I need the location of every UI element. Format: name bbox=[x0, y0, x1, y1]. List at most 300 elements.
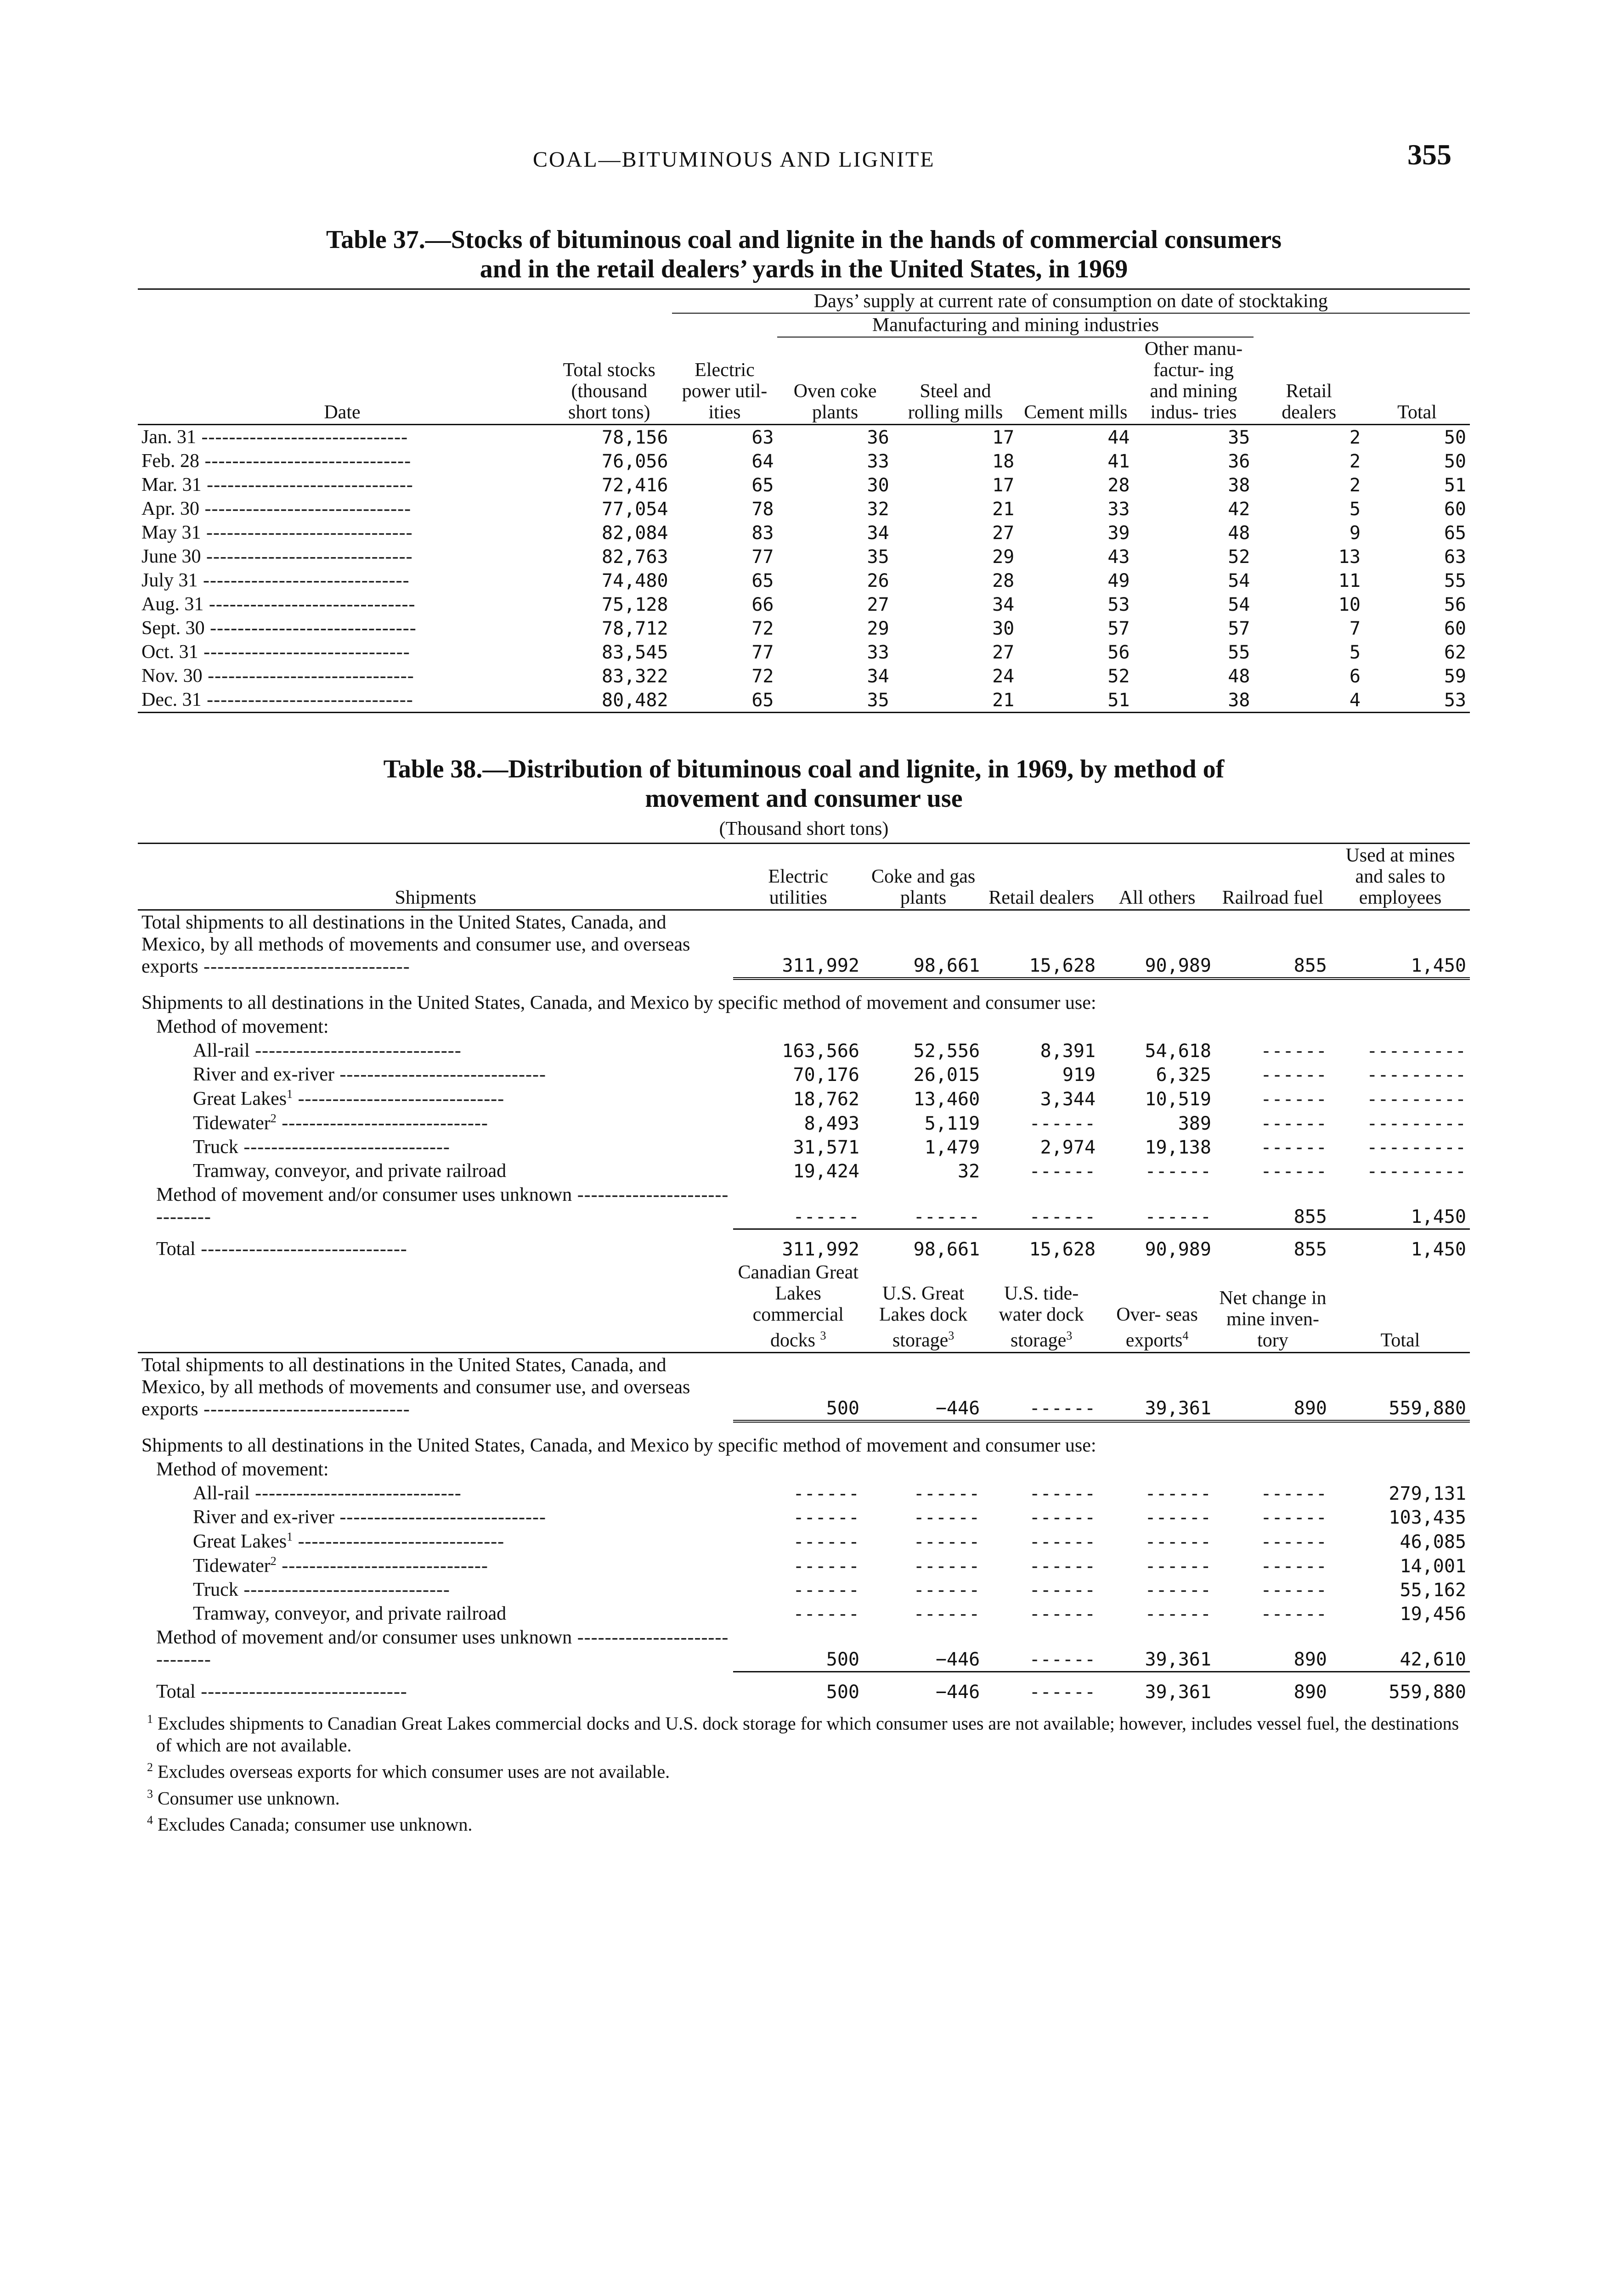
t38-value-cell: ------ bbox=[793, 1580, 860, 1601]
t38-value-cell: 90,989 bbox=[1145, 1239, 1211, 1260]
t38-value-cell: --------- bbox=[1367, 1113, 1466, 1134]
t38-value-cell: 46,085 bbox=[1400, 1531, 1466, 1553]
t37-value-cell: 18 bbox=[992, 451, 1015, 472]
t38-value-cell: 32 bbox=[957, 1161, 980, 1182]
t38-header-b bbox=[138, 1261, 1470, 1353]
t37-value-cell: 35 bbox=[867, 546, 889, 568]
t37-row bbox=[138, 664, 1470, 688]
t38-value-cell: ------ bbox=[733, 1183, 863, 1229]
t38-header-a-col: All others bbox=[1118, 887, 1196, 908]
t37-value-cell: 65 bbox=[751, 690, 774, 711]
t38-value-cell: 855 bbox=[1293, 1239, 1327, 1260]
t37-value-cell: 33 bbox=[867, 451, 889, 472]
t37-row bbox=[138, 521, 1470, 545]
running-title: COAL—BITUMINOUS AND LIGNITE bbox=[533, 147, 935, 172]
t38-value-cell: 8,391 bbox=[1040, 1041, 1096, 1062]
t38-value-cell: 890 bbox=[1293, 1682, 1327, 1703]
footnote: $^1$ Excludes shipments to Canadian Great Lakes commercial docks and U.S. dock storage for which consumer uses are not available; however, includes vessel fuel, the destinations of which are not available. bbox=[147, 1712, 1459, 1756]
t38-row-label: Method of movement and/or consumer uses unknown ----- bbox=[138, 1183, 733, 1229]
t37-value-cell: 65 bbox=[751, 570, 774, 591]
t38-row bbox=[138, 1481, 1470, 1505]
t37-value-cell: 38 bbox=[1228, 475, 1250, 496]
t38-body-b bbox=[138, 1353, 1470, 1704]
t38-value-cell: 1,450 bbox=[1331, 1183, 1470, 1229]
t38-row-label: River and ex-river ----- bbox=[138, 1505, 733, 1529]
t37-row bbox=[138, 497, 1470, 521]
t38-value-cell: 10,519 bbox=[1145, 1089, 1211, 1110]
table37-title-line2: and in the retail dealers’ yards in the United States, in 1969 bbox=[480, 255, 1128, 283]
t37-date-cell: Aug. 31 ----- bbox=[138, 592, 547, 616]
t38-row-label: Total ----- bbox=[138, 1671, 733, 1704]
t38-value-cell: 311,992 bbox=[782, 1239, 860, 1260]
t37-value-cell: 7 bbox=[1349, 618, 1361, 639]
t38-value-cell: ------ bbox=[913, 1604, 980, 1625]
t37-value-cell: 56 bbox=[1107, 642, 1130, 663]
t38-value-cell: ------ bbox=[1029, 1507, 1096, 1528]
t38-row bbox=[138, 1159, 1470, 1183]
t37-value-cell: 48 bbox=[1228, 523, 1250, 544]
t37-value-cell: 24 bbox=[992, 666, 1015, 687]
t37-value-cell: 27 bbox=[867, 594, 889, 615]
table37-title bbox=[138, 225, 1470, 284]
t38-value-cell: 18,762 bbox=[793, 1089, 860, 1110]
t38-value-cell: 389 bbox=[1178, 1113, 1211, 1134]
t38-value-cell: 855 bbox=[1215, 910, 1331, 979]
t38-group-heading bbox=[138, 1015, 1470, 1039]
t38-value-cell: ------ bbox=[793, 1483, 860, 1504]
t37-value-cell: 53 bbox=[1444, 690, 1466, 711]
table38-title bbox=[138, 754, 1470, 813]
t37-date-cell: Sept. 30 ----- bbox=[138, 616, 547, 640]
t37-value-cell: 59 bbox=[1444, 666, 1466, 687]
t38-row-label: Great Lakes$^1$ ----- bbox=[138, 1529, 733, 1553]
t37-value-cell: 83 bbox=[751, 523, 774, 544]
t38-value-cell: --------- bbox=[1367, 1089, 1466, 1110]
t38-header-a-col: Retail dealers bbox=[988, 887, 1094, 908]
footnotes bbox=[138, 1708, 1470, 1835]
t38-value-cell: ------ bbox=[913, 1483, 980, 1504]
t37-value-cell: 53 bbox=[1107, 594, 1130, 615]
t38-value-cell: 39,361 bbox=[1145, 1682, 1211, 1703]
t38-value-cell: 6,325 bbox=[1156, 1064, 1211, 1086]
t38-value-cell: 500 bbox=[826, 1682, 860, 1703]
t37-value-cell: 41 bbox=[1107, 451, 1130, 472]
t38-value-cell: ------ bbox=[1029, 1113, 1096, 1134]
table37-title-line1: Table 37.—Stocks of bituminous coal and lignite in the hands of commercial consumers bbox=[326, 225, 1282, 254]
t38-value-cell: ------ bbox=[1099, 1183, 1215, 1229]
t38-value-cell: −446 bbox=[935, 1682, 980, 1703]
t38-value-cell: 52,556 bbox=[913, 1041, 980, 1062]
t38-value-cell: ------ bbox=[1260, 1064, 1327, 1086]
t38-value-cell: ------ bbox=[1145, 1531, 1211, 1553]
t37-value-cell: 51 bbox=[1107, 690, 1130, 711]
t38-value-cell: ------ bbox=[1029, 1161, 1096, 1182]
t38-row-label: Method of movement and/or consumer uses unknown ----- bbox=[138, 1626, 733, 1671]
t37-date-cell: Oct. 31 ----- bbox=[138, 640, 547, 664]
t37-value-cell: 49 bbox=[1107, 570, 1130, 591]
t37-row bbox=[138, 640, 1470, 664]
t37-value-cell: 44 bbox=[1107, 427, 1130, 448]
t37-value-cell: 11 bbox=[1338, 570, 1361, 591]
t38-value-cell: ------ bbox=[1145, 1580, 1211, 1601]
t38-group-heading-text: Method of movement: bbox=[156, 1459, 329, 1480]
t37-value-cell: 26 bbox=[867, 570, 889, 591]
t37-value-cell: 34 bbox=[867, 523, 889, 544]
t37-value-cell: 78,712 bbox=[602, 618, 668, 639]
t37-value-cell: 17 bbox=[992, 427, 1015, 448]
t38-header-shipments: Shipments bbox=[395, 887, 476, 908]
t38-header-b-col: Over- seas exports$^4$ bbox=[1116, 1304, 1198, 1351]
t37-value-cell: 35 bbox=[1228, 427, 1250, 448]
t38-body-a bbox=[138, 910, 1470, 1261]
t37-value-cell: 65 bbox=[1444, 523, 1466, 544]
t38-value-cell: ------ bbox=[1029, 1580, 1096, 1601]
t37-value-cell: 54 bbox=[1228, 570, 1250, 591]
t37-value-cell: 64 bbox=[751, 451, 774, 472]
t37-header-other-mfg: Other manu- factur- ing and mining indus- tries bbox=[1144, 338, 1243, 423]
t37-value-cell: 2 bbox=[1349, 475, 1361, 496]
t38-group-heading bbox=[138, 1458, 1470, 1481]
t38-value-cell: ------ bbox=[1260, 1604, 1327, 1625]
t38-value-cell: 500 bbox=[733, 1353, 863, 1422]
t37-value-cell: 27 bbox=[992, 523, 1015, 544]
t37-header-date: Date bbox=[324, 402, 361, 423]
t37-value-cell: 83,545 bbox=[602, 642, 668, 663]
t37-value-cell: 63 bbox=[1444, 546, 1466, 568]
t38-value-cell: ------ bbox=[1029, 1604, 1096, 1625]
t37-value-cell: 35 bbox=[867, 690, 889, 711]
t38-row-label: Tramway, conveyor, and private railroad bbox=[193, 1160, 507, 1182]
t37-value-cell: 38 bbox=[1228, 690, 1250, 711]
t38-value-cell: ------ bbox=[1260, 1483, 1327, 1504]
t37-value-cell: 9 bbox=[1349, 523, 1361, 544]
t37-value-cell: 34 bbox=[992, 594, 1015, 615]
t38-value-cell: --------- bbox=[1367, 1137, 1466, 1158]
t37-row bbox=[138, 473, 1470, 497]
t38-header-b-col: U.S. tide- water dock storage$^3$ bbox=[999, 1283, 1084, 1351]
t38-value-cell: ------ bbox=[1260, 1161, 1327, 1182]
t37-value-cell: 13 bbox=[1338, 546, 1361, 568]
t38-value-cell: 1,450 bbox=[1331, 910, 1470, 979]
t37-value-cell: 2 bbox=[1349, 451, 1361, 472]
t38-group-heading bbox=[138, 979, 1470, 1015]
t38-value-cell: 98,661 bbox=[913, 1239, 980, 1260]
t37-value-cell: 82,763 bbox=[602, 546, 668, 568]
footnote: $^4$ Excludes Canada; consumer use unknown. bbox=[147, 1813, 473, 1835]
t37-value-cell: 34 bbox=[867, 666, 889, 687]
t38-row bbox=[138, 1353, 1470, 1422]
t38-row-label: Tidewater$^2$ ----- bbox=[138, 1111, 733, 1135]
t37-value-cell: 72,416 bbox=[602, 475, 668, 496]
t38-group-heading-text: Shipments to all destinations in the United States, Canada, and Mexico by specific method of movement and consumer use: bbox=[141, 992, 1096, 1013]
t38-value-cell: --------- bbox=[1367, 1064, 1466, 1086]
t37-value-cell: 80,482 bbox=[602, 690, 668, 711]
t38-row bbox=[138, 1063, 1470, 1086]
t38-row-label: Truck ----- bbox=[138, 1135, 733, 1159]
t37-header-manufacturing: Manufacturing and mining industries bbox=[777, 313, 1254, 337]
t37-value-cell: 72 bbox=[751, 618, 774, 639]
t38-row bbox=[138, 1626, 1470, 1671]
t37-value-cell: 5 bbox=[1349, 642, 1361, 663]
t38-row bbox=[138, 1111, 1470, 1135]
t38-value-cell: ------ bbox=[1029, 1531, 1096, 1553]
t37-value-cell: 78 bbox=[751, 499, 774, 520]
t37-value-cell: 17 bbox=[992, 475, 1015, 496]
t38-value-cell: ------ bbox=[1029, 1682, 1096, 1703]
t37-value-cell: 60 bbox=[1444, 618, 1466, 639]
t37-date-cell: Mar. 31 ----- bbox=[138, 473, 547, 497]
footnote: $^2$ Excludes overseas exports for which consumer uses are not available. bbox=[147, 1761, 670, 1782]
t37-value-cell: 28 bbox=[1107, 475, 1130, 496]
t37-header-oven-coke: Oven coke plants bbox=[793, 381, 877, 423]
t37-row bbox=[138, 568, 1470, 592]
table38-title-line2: movement and consumer use bbox=[645, 784, 963, 813]
t38-value-cell: 39,361 bbox=[1099, 1353, 1215, 1422]
t38-value-cell: ------ bbox=[913, 1556, 980, 1577]
t38-value-cell: ------ bbox=[1029, 1483, 1096, 1504]
t37-value-cell: 36 bbox=[867, 427, 889, 448]
t38-row-label: Great Lakes$^1$ ----- bbox=[138, 1086, 733, 1111]
t38-value-cell: 1,450 bbox=[1411, 1239, 1466, 1260]
t38-value-cell: ------ bbox=[1260, 1580, 1327, 1601]
t37-value-cell: 77 bbox=[751, 642, 774, 663]
t37-value-cell: 10 bbox=[1338, 594, 1361, 615]
t37-value-cell: 65 bbox=[751, 475, 774, 496]
t38-value-cell: ------ bbox=[913, 1507, 980, 1528]
t37-value-cell: 30 bbox=[867, 475, 889, 496]
t38-value-cell: ------ bbox=[793, 1507, 860, 1528]
t37-date-cell: Apr. 30 ----- bbox=[138, 497, 547, 521]
t38-value-cell: ------ bbox=[1260, 1089, 1327, 1110]
t37-value-cell: 63 bbox=[751, 427, 774, 448]
t38-header-a-col: Used at mines and sales to employees bbox=[1345, 845, 1455, 908]
t37-value-cell: 33 bbox=[867, 642, 889, 663]
t37-value-cell: 36 bbox=[1228, 451, 1250, 472]
t38-header-a-col: Railroad fuel bbox=[1222, 887, 1324, 908]
t37-value-cell: 21 bbox=[992, 690, 1015, 711]
t38-value-cell: --------- bbox=[1367, 1041, 1466, 1062]
page-number: 355 bbox=[1407, 138, 1452, 171]
t38-value-cell: 890 bbox=[1215, 1626, 1331, 1671]
t37-value-cell: 76,056 bbox=[602, 451, 668, 472]
t38-value-cell: ------ bbox=[1029, 1556, 1096, 1577]
t38-row bbox=[138, 1086, 1470, 1111]
t38-value-cell: ------ bbox=[1145, 1161, 1211, 1182]
t37-value-cell: 4 bbox=[1349, 690, 1361, 711]
t38-value-cell: 3,344 bbox=[1040, 1089, 1096, 1110]
t38-row bbox=[138, 1183, 1470, 1229]
t38-value-cell: ------ bbox=[1260, 1041, 1327, 1062]
t38-value-cell: ------ bbox=[913, 1580, 980, 1601]
t37-date-cell: May 31 ----- bbox=[138, 521, 547, 545]
t38-value-cell: ------ bbox=[1260, 1531, 1327, 1553]
t38-row-label: Truck ----- bbox=[138, 1578, 733, 1602]
t37-value-cell: 30 bbox=[992, 618, 1015, 639]
t38-row bbox=[138, 1039, 1470, 1063]
t37-row bbox=[138, 616, 1470, 640]
t38-header-b-col: Canadian Great Lakes commercial docks $^3$ bbox=[738, 1262, 859, 1351]
t38-row bbox=[138, 910, 1470, 979]
t37-value-cell: 60 bbox=[1444, 499, 1466, 520]
t38-value-cell: 311,992 bbox=[733, 910, 863, 979]
t38-row-label: Tramway, conveyor, and private railroad bbox=[193, 1603, 507, 1624]
t38-value-cell: −446 bbox=[863, 1626, 983, 1671]
t37-value-cell: 28 bbox=[992, 570, 1015, 591]
t38-value-cell: 39,361 bbox=[1099, 1626, 1215, 1671]
t38-value-cell: 919 bbox=[1062, 1064, 1096, 1086]
t38-value-cell: ------ bbox=[1145, 1507, 1211, 1528]
t38-value-cell: 163,566 bbox=[782, 1041, 860, 1062]
t38-value-cell: 279,131 bbox=[1389, 1483, 1466, 1504]
t37-header-electric: Electric power util- ities bbox=[682, 360, 768, 423]
table38-unit: (Thousand short tons) bbox=[719, 818, 889, 839]
t37-value-cell: 43 bbox=[1107, 546, 1130, 568]
t38-value-cell: ------ bbox=[793, 1556, 860, 1577]
t38-group-heading bbox=[138, 1421, 1470, 1458]
t38-value-cell: 890 bbox=[1215, 1353, 1331, 1422]
t37-date-cell: June 30 ----- bbox=[138, 545, 547, 568]
table38 bbox=[138, 843, 1470, 1704]
t37-value-cell: 77,054 bbox=[602, 499, 668, 520]
t38-value-cell: 42,610 bbox=[1331, 1626, 1470, 1671]
t38-value-cell: 14,001 bbox=[1400, 1556, 1466, 1577]
t37-value-cell: 55 bbox=[1228, 642, 1250, 663]
t38-row bbox=[138, 1229, 1470, 1261]
t38-row bbox=[138, 1602, 1470, 1626]
t37-value-cell: 39 bbox=[1107, 523, 1130, 544]
t38-row-label: River and ex-river ----- bbox=[138, 1063, 733, 1086]
t37-row bbox=[138, 545, 1470, 568]
t37-body bbox=[138, 425, 1470, 713]
t37-date-cell: Feb. 28 ----- bbox=[138, 449, 547, 473]
t37-value-cell: 50 bbox=[1444, 427, 1466, 448]
t37-row bbox=[138, 592, 1470, 616]
t38-value-cell: −446 bbox=[863, 1353, 983, 1422]
t38-value-cell: ------ bbox=[983, 1353, 1099, 1422]
t37-value-cell: 66 bbox=[751, 594, 774, 615]
t38-row bbox=[138, 1529, 1470, 1553]
t37-date-cell: Jan. 31 ----- bbox=[138, 425, 547, 450]
t38-value-cell: 1,479 bbox=[924, 1137, 980, 1158]
t38-value-cell: ------ bbox=[983, 1183, 1099, 1229]
t37-value-cell: 77 bbox=[751, 546, 774, 568]
t38-value-cell: ------ bbox=[793, 1531, 860, 1553]
t37-value-cell: 54 bbox=[1228, 594, 1250, 615]
t38-row bbox=[138, 1135, 1470, 1159]
table37 bbox=[138, 288, 1470, 713]
t37-row bbox=[138, 449, 1470, 473]
t38-row-label: All-rail ----- bbox=[138, 1481, 733, 1505]
t38-value-cell: 500 bbox=[733, 1626, 863, 1671]
t38-value-cell: ------ bbox=[1260, 1113, 1327, 1134]
t38-value-cell: 103,435 bbox=[1389, 1507, 1466, 1528]
t38-value-cell: ------ bbox=[1260, 1556, 1327, 1577]
t38-value-cell: 13,460 bbox=[913, 1089, 980, 1110]
t37-value-cell: 72 bbox=[751, 666, 774, 687]
t38-value-cell: ------ bbox=[983, 1626, 1099, 1671]
t37-value-cell: 32 bbox=[867, 499, 889, 520]
t37-value-cell: 29 bbox=[867, 618, 889, 639]
t37-value-cell: 83,322 bbox=[602, 666, 668, 687]
t38-row-label: Tidewater$^2$ ----- bbox=[138, 1553, 733, 1578]
t38-row bbox=[138, 1505, 1470, 1529]
t38-value-cell: ------ bbox=[1145, 1483, 1211, 1504]
t38-value-cell: 559,880 bbox=[1331, 1353, 1470, 1422]
t38-row-label: Total shipments to all destinations in the United States, Canada, and Mexico, by all methods of movements and consumer use, and overseas exports ----- bbox=[138, 910, 733, 979]
t37-value-cell: 57 bbox=[1107, 618, 1130, 639]
t38-value-cell: 55,162 bbox=[1400, 1580, 1466, 1601]
t37-header-retail: Retail dealers bbox=[1282, 381, 1337, 423]
footnote: $^3$ Consumer use unknown. bbox=[147, 1787, 340, 1808]
t38-value-cell: ------ bbox=[1145, 1556, 1211, 1577]
t37-value-cell: 78,156 bbox=[602, 427, 668, 448]
t37-value-cell: 62 bbox=[1444, 642, 1466, 663]
page bbox=[138, 138, 1470, 1835]
t37-row bbox=[138, 688, 1470, 713]
t37-value-cell: 48 bbox=[1228, 666, 1250, 687]
t37-value-cell: 52 bbox=[1228, 546, 1250, 568]
t37-value-cell: 50 bbox=[1444, 451, 1466, 472]
t37-header-days-supply: Days’ supply at current rate of consumption on date of stocktaking bbox=[672, 289, 1470, 314]
t37-value-cell: 51 bbox=[1444, 475, 1466, 496]
t38-value-cell: 26,015 bbox=[913, 1064, 980, 1086]
t38-value-cell: 855 bbox=[1215, 1183, 1331, 1229]
t38-value-cell: ------ bbox=[1145, 1604, 1211, 1625]
t38-row-label: All-rail ----- bbox=[138, 1039, 733, 1063]
t38-value-cell: ------ bbox=[1260, 1507, 1327, 1528]
t38-value-cell: 31,571 bbox=[793, 1137, 860, 1158]
t37-value-cell: 74,480 bbox=[602, 570, 668, 591]
t38-group-heading-text: Method of movement: bbox=[156, 1016, 329, 1037]
running-head bbox=[138, 138, 1470, 188]
t38-value-cell: 19,456 bbox=[1400, 1604, 1466, 1625]
t37-date-cell: Nov. 30 ----- bbox=[138, 664, 547, 688]
t38-header-b-col: Total bbox=[1380, 1330, 1420, 1351]
t38-row bbox=[138, 1671, 1470, 1704]
t38-value-cell: 2,974 bbox=[1040, 1137, 1096, 1158]
t38-value-cell: 559,880 bbox=[1389, 1682, 1466, 1703]
t37-date-cell: July 31 ----- bbox=[138, 568, 547, 592]
t38-value-cell: 15,628 bbox=[983, 910, 1099, 979]
t37-value-cell: 6 bbox=[1349, 666, 1361, 687]
t37-header-cement: Cement mills bbox=[1024, 402, 1128, 423]
t38-value-cell: 70,176 bbox=[793, 1064, 860, 1086]
t37-value-cell: 55 bbox=[1444, 570, 1466, 591]
t38-header-b-col: Net change in mine inven- tory bbox=[1219, 1288, 1327, 1351]
t38-value-cell: ------ bbox=[863, 1183, 983, 1229]
t38-group-heading-text: Shipments to all destinations in the United States, Canada, and Mexico by specific method of movement and consumer use: bbox=[141, 1435, 1096, 1456]
t38-value-cell: 19,138 bbox=[1145, 1137, 1211, 1158]
t37-value-cell: 29 bbox=[992, 546, 1015, 568]
t37-header-total: Total bbox=[1397, 402, 1437, 423]
t38-value-cell: 54,618 bbox=[1145, 1041, 1211, 1062]
t38-value-cell: 19,424 bbox=[793, 1161, 860, 1182]
t37-value-cell: 2 bbox=[1349, 427, 1361, 448]
t38-row bbox=[138, 1578, 1470, 1602]
t37-value-cell: 33 bbox=[1107, 499, 1130, 520]
t38-value-cell: 15,628 bbox=[1029, 1239, 1096, 1260]
t38-value-cell: ------ bbox=[1260, 1137, 1327, 1158]
t37-value-cell: 5 bbox=[1349, 499, 1361, 520]
t37-value-cell: 52 bbox=[1107, 666, 1130, 687]
t38-row bbox=[138, 1553, 1470, 1578]
t38-value-cell: 5,119 bbox=[924, 1113, 980, 1134]
t37-header-total-stocks: Total stocks (thousand short tons) bbox=[563, 360, 655, 423]
table38-title-line1: Table 38.—Distribution of bituminous coal and lignite, in 1969, by method of bbox=[383, 755, 1225, 783]
t38-value-cell: 90,989 bbox=[1099, 910, 1215, 979]
t37-header-steel: Steel and rolling mills bbox=[908, 381, 1003, 423]
t37-value-cell: 56 bbox=[1444, 594, 1466, 615]
